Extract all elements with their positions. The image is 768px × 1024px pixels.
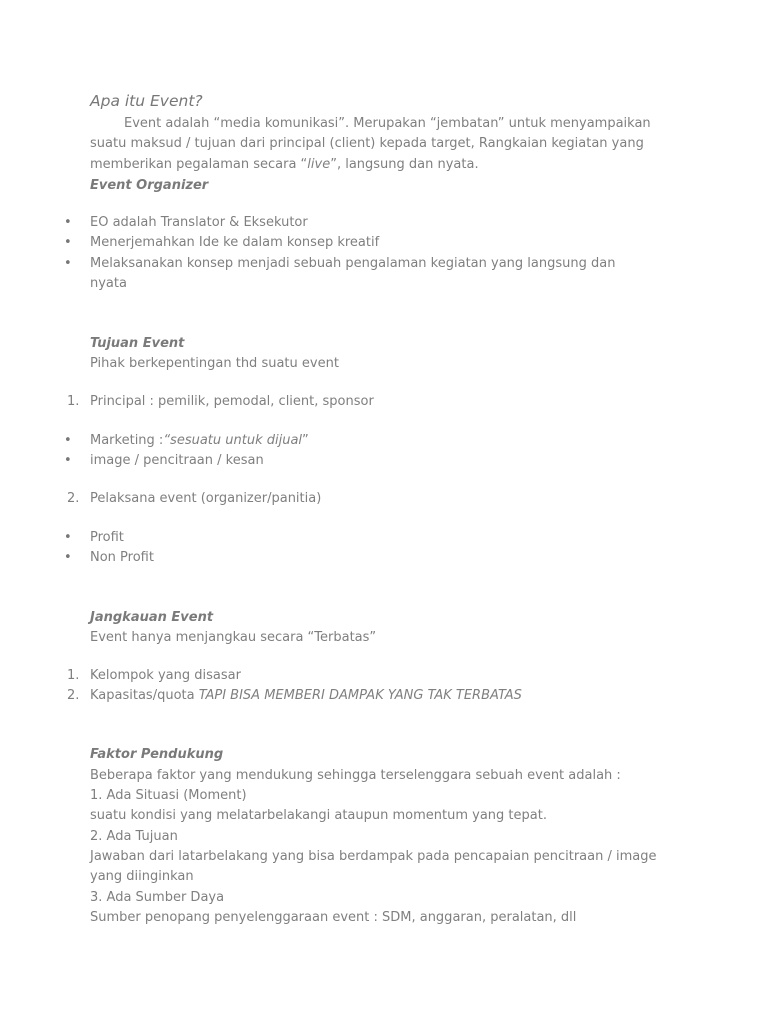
tujuan-subtitle: Pihak berkepentingan thd suatu event — [90, 356, 339, 371]
page-title: Apa itu Event? — [90, 92, 203, 110]
list-number: 1. — [67, 394, 80, 409]
list-item — [0, 213, 630, 233]
list-item-text: Menerjemahkan Ide ke dalam konsep kreatif — [90, 235, 380, 251]
tujuan-list-1 — [0, 392, 700, 412]
list-number: 2. — [67, 688, 80, 704]
marketing-suffix: ” — [302, 433, 309, 448]
faktor-line: 2. Ada Tujuan — [90, 829, 178, 844]
heading-tujuan-event: Tujuan Event — [90, 336, 185, 351]
heading-faktor-pendukung: Faktor Pendukung — [90, 747, 224, 762]
intro-end: ”, langsung dan nyata. — [330, 156, 479, 172]
list-item-text: Principal : pemilik, pemodal, client, sponsor — [90, 394, 374, 409]
list-number: 1. — [67, 668, 80, 683]
list-item — [0, 548, 630, 568]
faktor-line: Jawaban dari latarbelakang yang bisa berdampak pada pencapaian pencitraan / image yang diinginkan — [90, 849, 657, 885]
tujuan-bullet-list-2 — [0, 528, 700, 569]
list-item-text: Melaksanakan konsep menjadi sebuah pengalaman kegiatan yang langsung dan nyata — [90, 255, 616, 291]
intro-text: Event adalah “media komunikasi”. Merupakan “jembatan” untuk menyampaikan suatu maksud / tujuan dari principal (client) kepada target, Rangkaian kegiatan yang memberikan pegalaman secara “ — [90, 116, 651, 172]
list-item-italic: TAPI BISA MEMBERI DAMPAK YANG TAK TERBATAS — [198, 688, 522, 704]
list-item-text: Kapasitas/quota — [90, 688, 199, 704]
bullet-icon: • — [64, 255, 72, 271]
faktor-line: suatu kondisi yang melatarbelakangi ataupun momentum yang tepat. — [90, 808, 547, 823]
list-item — [0, 489, 630, 509]
bullet-icon: • — [64, 235, 72, 251]
list-item — [0, 392, 630, 412]
list-item-text: Marketing : — [90, 433, 164, 448]
bullet-icon: • — [64, 453, 72, 469]
jangkauan-subtitle: Event hanya menjangkau secara “Terbatas” — [90, 630, 377, 645]
faktor-line: 3. Ada Sumber Daya — [90, 890, 225, 905]
marketing-italic: “sesuatu untuk dijual — [163, 433, 303, 448]
list-item-text: Kelompok yang disasar — [90, 668, 241, 683]
list-item — [0, 431, 630, 451]
faktor-line: Beberapa faktor yang mendukung sehingga terselenggara sebuah event adalah : — [90, 768, 621, 783]
bullet-icon: • — [64, 433, 72, 448]
list-item — [0, 451, 630, 471]
eo-bullet-list — [0, 213, 700, 294]
jangkauan-list — [0, 666, 700, 707]
list-item — [0, 666, 630, 686]
intro-paragraph — [90, 114, 680, 175]
list-item — [0, 528, 630, 548]
heading-jangkauan-event: Jangkauan Event — [90, 610, 214, 625]
bullet-icon: • — [64, 215, 72, 230]
heading-event-organizer: Event Organizer — [90, 178, 209, 193]
faktor-line: 1. Ada Situasi (Moment) — [90, 788, 247, 803]
list-item-text: Non Profit — [90, 550, 154, 566]
faktor-line: Sumber penopang penyelenggaraan event : SDM, anggaran, peralatan, dll — [90, 910, 577, 925]
intro-live: live — [307, 156, 331, 172]
tujuan-list-2 — [0, 489, 700, 509]
list-item-text: EO adalah Translator & Eksekutor — [90, 215, 308, 230]
list-item — [0, 686, 630, 706]
list-item-text: Profit — [90, 530, 124, 545]
list-number: 2. — [67, 491, 80, 506]
tujuan-bullet-list-1 — [0, 431, 700, 472]
list-item-text: image / pencitraan / kesan — [90, 453, 264, 469]
list-item — [0, 254, 630, 295]
list-item — [0, 233, 630, 253]
bullet-icon: • — [64, 550, 72, 566]
bullet-icon: • — [64, 530, 72, 545]
list-item-text: Pelaksana event (organizer/panitia) — [90, 491, 322, 506]
